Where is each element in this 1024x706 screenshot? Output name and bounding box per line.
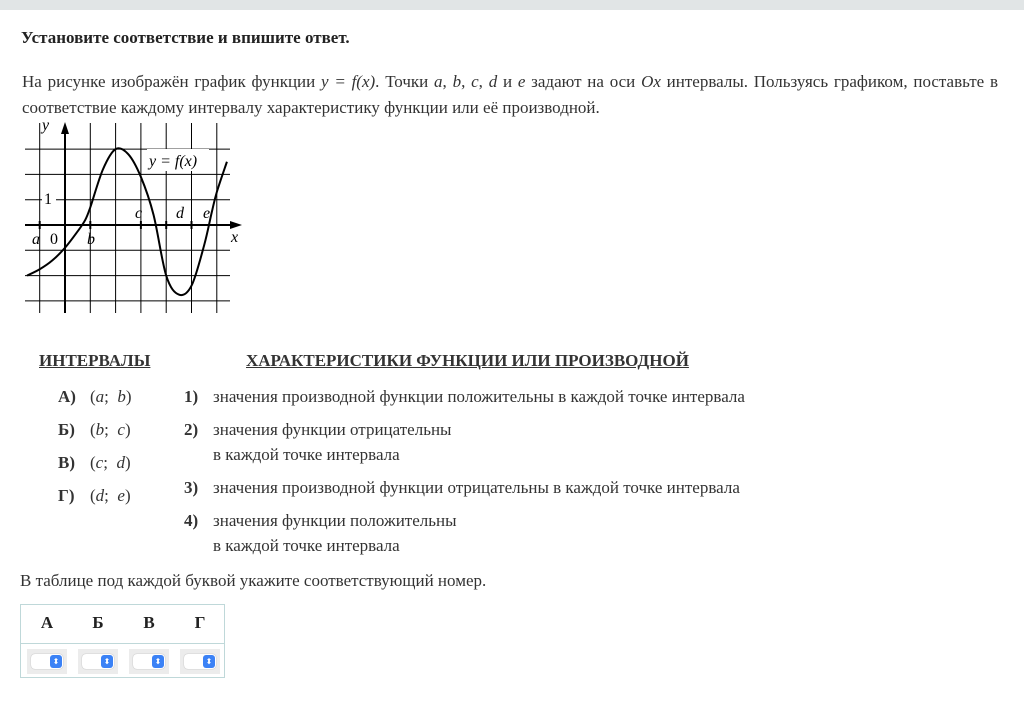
answer-select-v[interactable]	[133, 654, 165, 669]
task-title: Установите соответствие и впишите ответ.	[21, 28, 350, 47]
origin-label: 0	[50, 231, 58, 248]
function-graph	[20, 118, 250, 318]
column-header-b: Б	[92, 613, 104, 632]
column-header-v: В	[143, 613, 155, 632]
point-e-label: e	[203, 205, 211, 222]
answer-table	[20, 604, 225, 678]
y-axis-label: y	[42, 118, 50, 134]
task-description: На рисунке изображён график функции y = f(x). Точки a, b, c, d и e задают на оси Ox интервалы. Пользуясь графиком, поставьте в соответствие каждому интервалу характеристику функции или её производной.	[22, 72, 999, 117]
answer-select-a[interactable]	[31, 654, 63, 669]
interval-item: Г) (d; e)	[58, 486, 131, 505]
interval-item: А) (a; b)	[58, 387, 132, 406]
top-bar	[0, 0, 1024, 10]
chevron-up-down-icon: ⬍	[101, 655, 113, 668]
answer-select-b[interactable]	[82, 654, 114, 669]
point-b-label: b	[87, 231, 95, 248]
interval-item: Б) (b; c)	[58, 420, 131, 439]
x-axis-label: x	[231, 229, 239, 246]
point-d-label: d	[176, 205, 184, 222]
unit-label: 1	[44, 191, 52, 208]
column-header-g: Г	[194, 613, 206, 632]
answer-table-header	[21, 605, 224, 644]
chevron-up-down-icon: ⬍	[152, 655, 164, 668]
point-a-label: a	[32, 231, 40, 248]
point-c-label: c	[135, 205, 143, 222]
function-label: y = f(x)	[149, 153, 198, 170]
chevron-up-down-icon: ⬍	[203, 655, 215, 668]
chevron-up-down-icon: ⬍	[50, 655, 62, 668]
interval-item: В) (c; d)	[58, 453, 131, 472]
answer-select-g[interactable]	[184, 654, 216, 669]
column-header-a: А	[40, 613, 54, 632]
characteristics-header: ХАРАКТЕРИСТИКИ ФУНКЦИИ ИЛИ ПРОИЗВОДНОЙ	[246, 351, 689, 370]
x-axis-arrow	[230, 221, 242, 229]
instruction-text: В таблице под каждой буквой укажите соответствующий номер.	[20, 571, 487, 590]
y-axis-arrow	[61, 122, 69, 134]
intervals-header: ИНТЕРВАЛЫ	[39, 351, 151, 370]
